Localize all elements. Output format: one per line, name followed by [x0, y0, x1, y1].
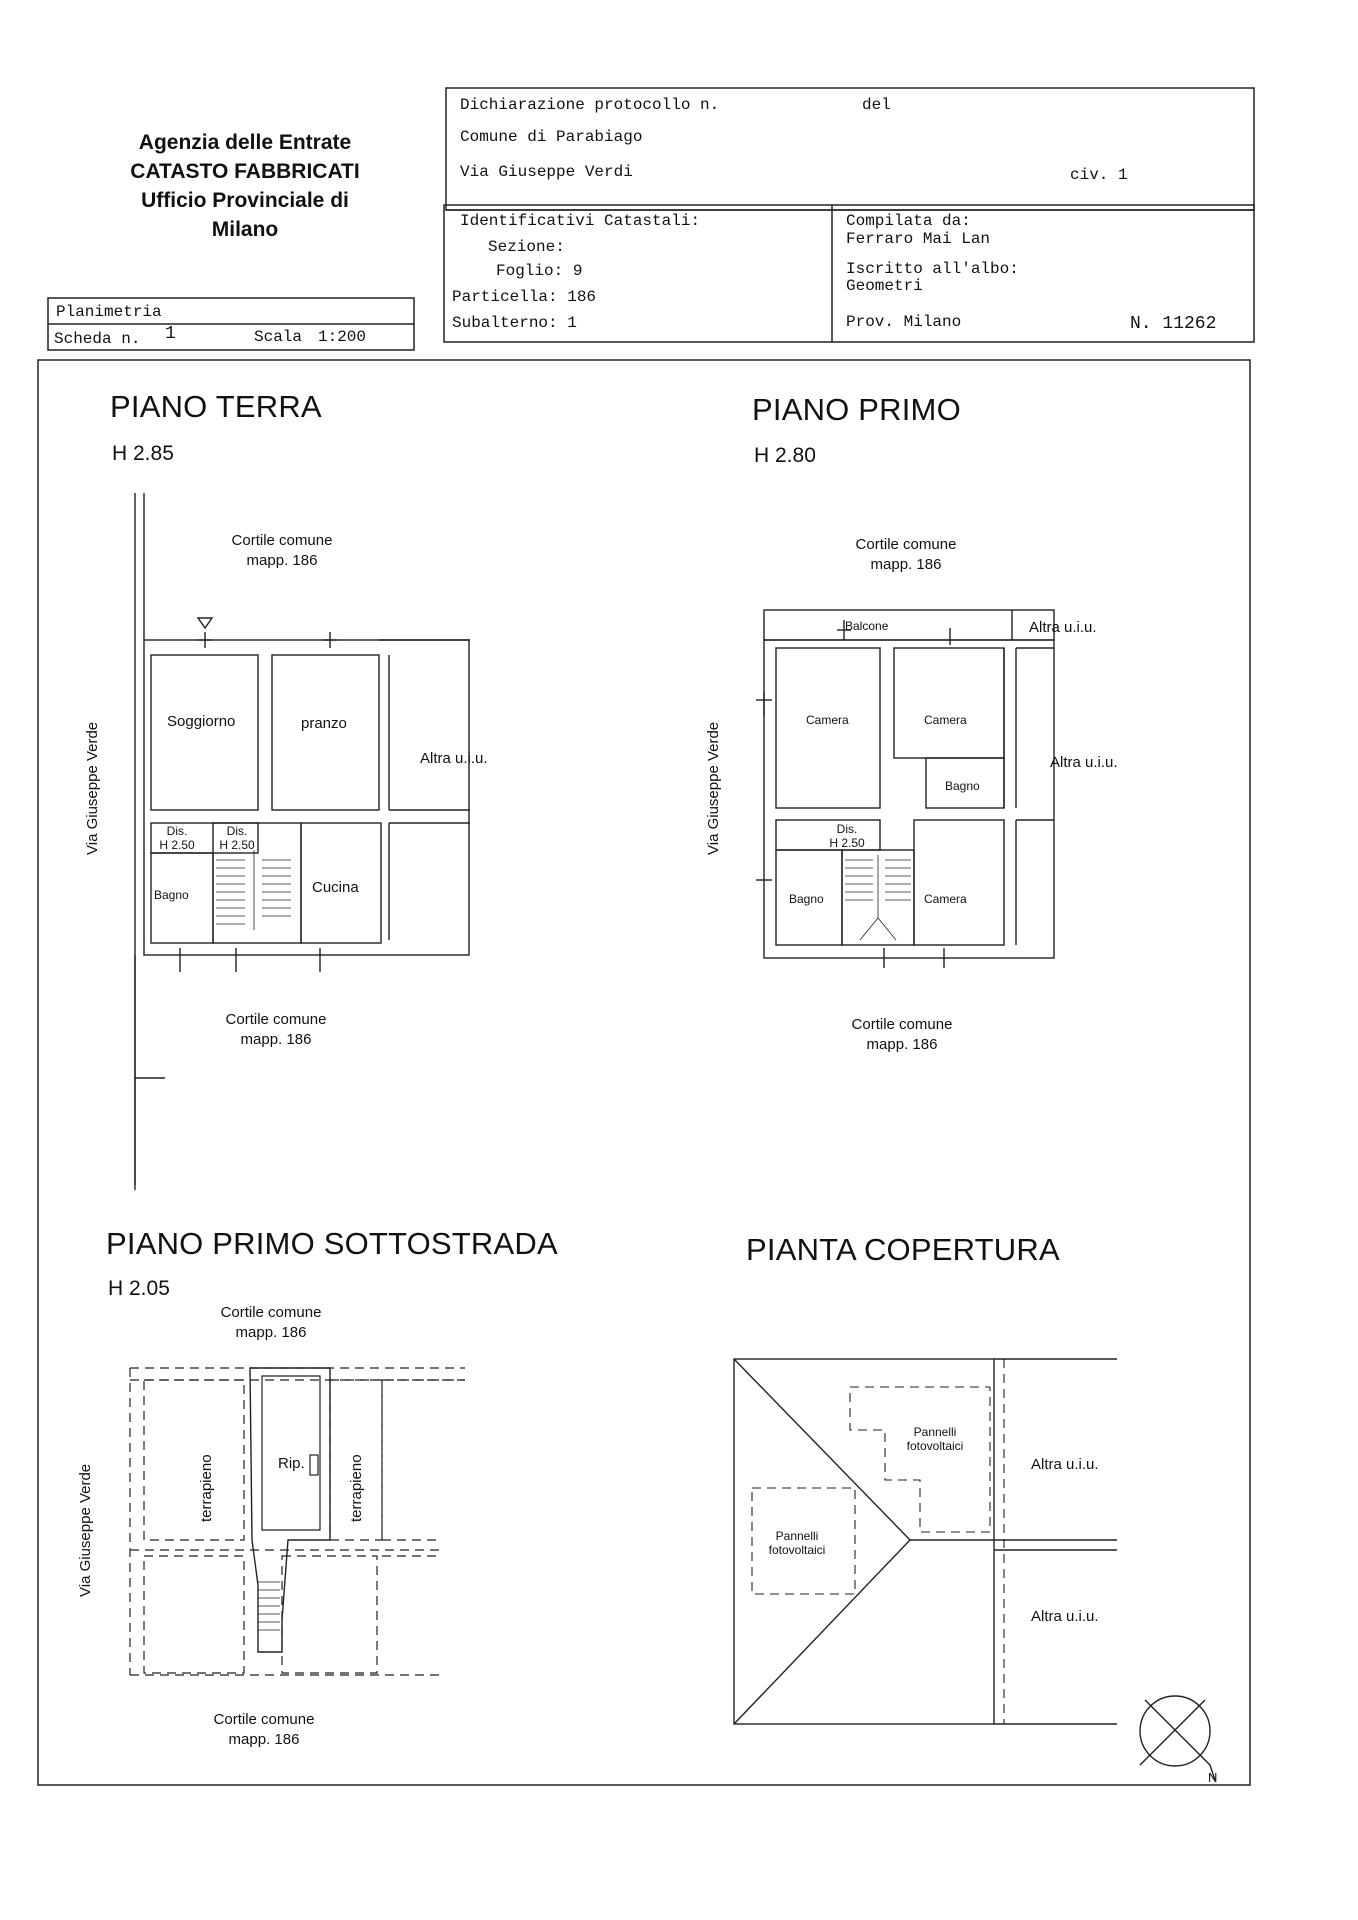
via: Via Giuseppe Verdi — [460, 163, 633, 181]
primo-dis — [822, 822, 872, 850]
terra-cortile-top-map: mapp. 186 — [246, 552, 318, 569]
identificativi-title: Identificativi Catastali: — [460, 212, 701, 230]
primo-dis-height: H 2.50 — [829, 836, 865, 850]
agency-line3: Ufficio Provinciale di — [141, 189, 349, 212]
agency-line2: CATASTO FABBRICATI — [130, 160, 360, 183]
terra-street-label: Via Giuseppe Verde — [84, 721, 101, 855]
primo-cortile-top — [846, 535, 966, 575]
terra-pranzo: pranzo — [301, 715, 347, 732]
primo-altra-uiu: Altra u.i.u. — [1050, 754, 1118, 771]
pannelli-right-sub: fotovoltaici — [906, 1439, 964, 1453]
copertura-pannelli-right — [900, 1425, 970, 1453]
copertura-altra2: Altra u.i.u. — [1031, 1608, 1099, 1625]
primo-bagno: Bagno — [789, 892, 824, 906]
sottostrada-cortile-bottom — [204, 1710, 324, 1750]
terra-dis2 — [212, 824, 262, 852]
comune: Comune di Parabiago — [460, 128, 643, 146]
piano-primo-title: PIANO PRIMO — [752, 392, 961, 427]
terra-dis1-height: H 2.50 — [159, 838, 195, 852]
sottostrada-rip: Rip. — [278, 1455, 305, 1472]
piano-terra-title: PIANO TERRA — [110, 389, 322, 424]
main-frame — [38, 360, 1250, 1785]
terra-soggiorno: Soggiorno — [167, 713, 236, 730]
sottostrada-cortile-bottom-map: mapp. 186 — [228, 1731, 300, 1748]
terra-dis1 — [152, 824, 202, 852]
pannelli-left-label: Pannelli — [775, 1529, 819, 1543]
agency-line4: Milano — [211, 218, 279, 241]
provincia: Prov. Milano — [846, 313, 962, 331]
sottostrada-height: H 2.05 — [108, 1277, 170, 1300]
primo-altra-top: Altra u.i.u. — [1029, 619, 1097, 636]
terra-bagno: Bagno — [154, 888, 189, 902]
iscrizione-numero: N. 11262 — [1130, 314, 1217, 334]
sottostrada-title: PIANO PRIMO SOTTOSTRADA — [106, 1226, 558, 1261]
sezione: Sezione: — [488, 238, 565, 256]
copertura-title: PIANTA COPERTURA — [746, 1232, 1060, 1267]
agency-line1: Agenzia delle Entrate — [138, 131, 352, 154]
primo-camera1: Camera — [806, 713, 849, 727]
primo-street-label: Via Giuseppe Verde — [705, 721, 722, 855]
terra-cortile-bottom-label: Cortile comune — [225, 1011, 327, 1028]
sottostrada-plan — [130, 1368, 465, 1675]
primo-cortile-bottom-map: mapp. 186 — [866, 1036, 938, 1053]
terra-dis2-label: Dis. — [226, 824, 248, 838]
piano-primo-height: H 2.80 — [754, 444, 816, 467]
terra-altra-uiu: Altra u.i.u. — [420, 750, 488, 767]
protocollo-label: Dichiarazione protocollo n. — [460, 96, 720, 114]
sottostrada-cortile-top-map: mapp. 186 — [235, 1324, 307, 1341]
pannelli-left-sub: fotovoltaici — [768, 1543, 826, 1557]
terrapieno-left: terrapieno — [198, 1454, 215, 1522]
primo-cortile-top-map: mapp. 186 — [870, 556, 942, 573]
scheda-label: Scheda n. — [54, 330, 141, 348]
sottostrada-street-label: Via Giuseppe Verde — [77, 1463, 94, 1597]
primo-cortile-bottom — [842, 1015, 962, 1055]
terra-cortile-bottom — [216, 1010, 336, 1050]
subalterno: Subalterno: 1 — [452, 314, 577, 332]
piano-terra-height: H 2.85 — [112, 442, 174, 465]
primo-camera2: Camera — [924, 713, 967, 727]
copertura-pannelli-left — [762, 1529, 832, 1557]
primo-cortile-bottom-label: Cortile comune — [851, 1016, 953, 1033]
sottostrada-cortile-bottom-label: Cortile comune — [213, 1711, 315, 1728]
compilata-name: Ferraro Mai Lan — [846, 230, 991, 248]
civico: civ. 1 — [1070, 166, 1128, 184]
albo-value: Geometri — [846, 277, 923, 295]
sottostrada-cortile-top-label: Cortile comune — [220, 1304, 322, 1321]
compilata-title: Compilata da: — [846, 212, 971, 230]
scala-value: 1:200 — [318, 328, 367, 346]
agency-block — [95, 128, 395, 244]
primo-dis-label: Dis. — [836, 822, 858, 836]
terrapieno-right: terrapieno — [348, 1454, 365, 1522]
particella: Particella: 186 — [452, 288, 597, 306]
foglio: Foglio: 9 — [496, 262, 583, 280]
terra-dis2-height: H 2.50 — [219, 838, 255, 852]
piano-primo-plan — [756, 610, 1054, 968]
copertura-altra1: Altra u.i.u. — [1031, 1456, 1099, 1473]
pannelli-right-label: Pannelli — [913, 1425, 957, 1439]
primo-bagno-small: Bagno — [945, 779, 980, 793]
terra-cortile-top — [222, 531, 342, 571]
terra-cucina: Cucina — [312, 879, 359, 896]
primo-balcone: Balcone — [845, 619, 889, 633]
terra-dis1-label: Dis. — [166, 824, 188, 838]
copertura-plan — [734, 1359, 1215, 1780]
primo-cortile-top-label: Cortile comune — [855, 536, 957, 553]
scheda-value: 1 — [165, 324, 176, 344]
primo-camera3: Camera — [924, 892, 967, 906]
sottostrada-cortile-top — [211, 1303, 331, 1343]
terra-cortile-top-label: Cortile comune — [231, 532, 333, 549]
iscritto-label: Iscritto all'albo: — [846, 260, 1019, 278]
planimetria-label: Planimetria — [56, 303, 162, 321]
scala-label: Scala — [254, 328, 303, 346]
terra-cortile-bottom-map: mapp. 186 — [240, 1031, 312, 1048]
del-label: del — [862, 96, 891, 114]
north-icon: N — [1208, 1770, 1218, 1785]
